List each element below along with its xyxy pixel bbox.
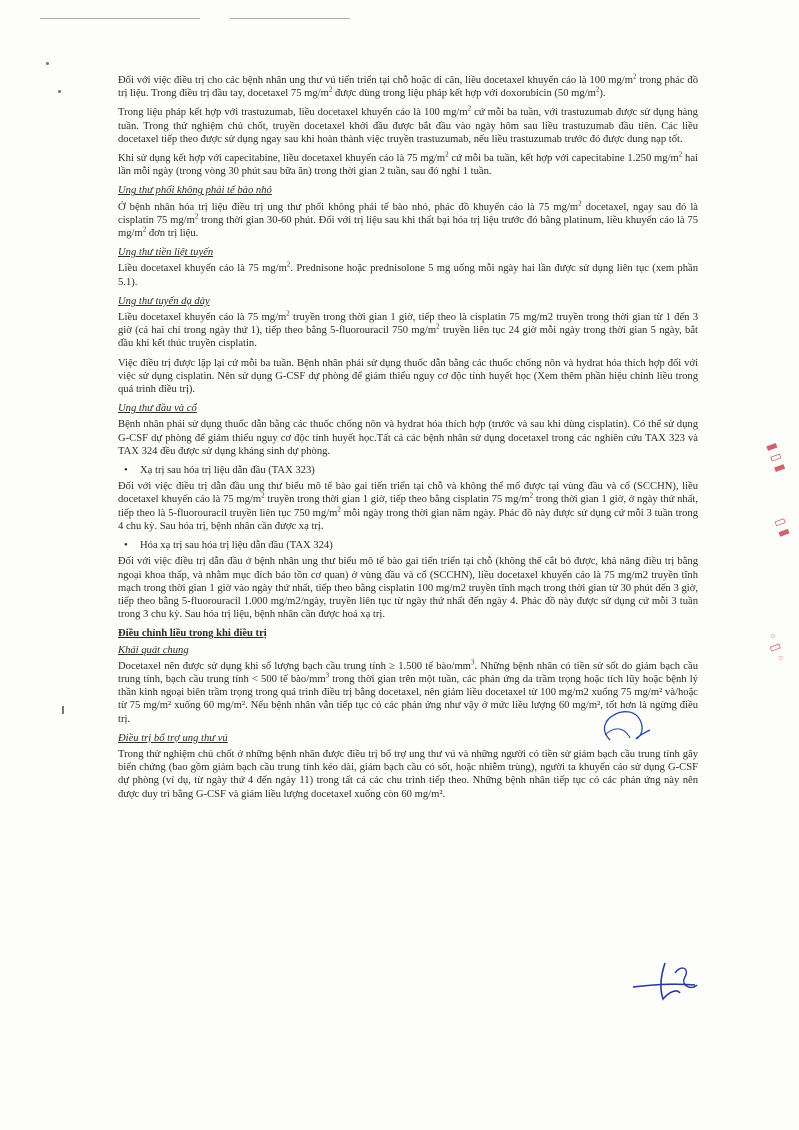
- paragraph: Trong thử nghiệm chủ chốt ở những bệnh nhân được điều trị bổ trợ ung thư vú và những người có tiền sử giảm bạch cầu trung tính gây biến chứng (bao gồm giảm bạch cầu trung tính kéo dài, giảm bạch cầu có sốt, hoặc nhiễm trùng), người ta khuyến cáo sử dụng G-CSF dự phòng (ví dụ, từ ngày thứ 4 đến ngày 11) trong tất cả các chu trình tiếp theo. Những bệnh nhân tiếp tục có các phản ứng này nên được duy trì bằng G-CSF và giảm liều lượng docetaxel xuống còn 60 mg/m².: [118, 748, 698, 800]
- indented-paragraph: Đối với việc điều trị dẫn đầu ở bệnh nhân ung thư biểu mô tế bào gai tiến triển tại chỗ (không thể cắt bỏ được, khả năng điều trị bằng ngoại khoa thấp, và nhằm mục đích bảo tồn cơ quan) ở vùng đầu và cổ (SCCHN), liều docetaxel khuyến cáo là 75 mg/m2 truyền tĩnh mạch trong thời gian 1 giờ vào ngày thứ nhất, tiếp theo bằng cisplatin 100 mg/m2 truyền tĩnh mạch trong thời gian từ 30 phút đến 3 giờ, tiếp theo bằng 5-fluorouracil 1.000 mg/m2/ngày, truyền liên tục từ ngày thứ nhất đến ngày 4. Phác đồ này được sử dụng cứ mỗi 3 tuần trong 3 chu kỳ. Sau hóa trị liệu, bệnh nhân cần được hoá xạ trị.: [118, 556, 698, 621]
- paragraph: Việc điều trị được lặp lại cứ mỗi ba tuần. Bệnh nhân phải sử dụng thuốc dẫn bằng các thuốc chống nôn và hydrat hóa thích hợp đối với việc sử dụng cisplatin. Nên sử dụng G-CSF dự phòng để giảm thiểu nguy cơ độc tính huyết học (Xem thêm phần hiệu chỉnh liều trong quá trình điều trị).: [118, 357, 698, 396]
- bullet-item: • Xạ trị sau hóa trị liệu dẫn đầu (TAX 323): [140, 464, 698, 477]
- section-subheading: Ung thư phổi không phải tế bào nhỏ: [118, 185, 272, 197]
- scan-header-line: [230, 18, 350, 19]
- bullet-item: • Hóa xạ trị sau hóa trị liệu dẫn đầu (TAX 324): [140, 539, 698, 552]
- red-stamp-mark: ▮ ▯ ▮: [764, 440, 789, 475]
- paragraph: Ở bệnh nhân hóa trị liệu điều trị ung thư phổi không phải tế bào nhỏ, phác đồ khuyến cáo là 75 $mg/m^2$ docetaxel, ngay sau đó là cisplatin 75 $mg/m^2$ trong thời gian 30-60 phút. Đối với trị liệu sau khi thất bại hóa trị liệu trước đó bằng platinum, liều khuyến cáo là 75 $mg/m^2$ đơn trị liệu.: [118, 199, 698, 240]
- section-heading: Điều chỉnh liều trong khi điều trị: [118, 628, 267, 640]
- paragraph: Liều docetaxel khuyến cáo là 75 $mg/m^2$. Prednisone hoặc prednisolone 5 mg uống mỗi ngày hai lần được sử dụng liên tục (xem phần 5.1).: [118, 260, 698, 288]
- indented-paragraph: Đối với việc điều trị dẫn đầu ung thư biểu mô tế bào gai tiến triển tại chỗ và không thể mổ được tại vùng đầu và cổ (SCCHN), liều docetaxel khuyến cáo là 75 $mg/m^2$ truyền trong thời gian 1 giờ, tiếp theo bằng cisplatin 75 $mg/m^2$ trong thời gian 1 giờ, ở ngày thứ nhất, tiếp theo là 5-fluorouracil truyền liên tục 750 $mg/m^2$ mỗi ngày trong thời gian năm ngày. Phác đồ này được sử dụng cứ mỗi 3 tuần trong 4 chu kỳ. Sau hóa trị, bệnh nhân cần được xạ trị.: [118, 481, 698, 532]
- scan-mark: [58, 90, 61, 93]
- scan-mark: [46, 62, 49, 65]
- red-stamp-mark: ◦ ▯ ◦: [763, 630, 788, 665]
- scan-mark: [62, 706, 64, 714]
- red-stamp-mark: ▯ ▮: [771, 516, 792, 539]
- section-subheading: Khái quát chung: [118, 644, 189, 656]
- section-subheading: Ung thư tuyến dạ dày: [118, 295, 210, 307]
- page-initials-signature: [625, 955, 705, 1005]
- paragraph: Khi sử dụng kết hợp với capecitabine, liều docetaxel khuyến cáo là 75 $mg/m^2$ cứ mỗi ba tuần, kết hợp với capecitabine 1.250 $mg/m^2$ hai lần mỗi ngày (trong vòng 30 phút sau bữa ăn) trong thời gian 2 tuần, sau đó nghỉ 1 tuần.: [118, 150, 698, 178]
- paragraph: Bệnh nhân phải sử dụng thuốc dẫn bằng các thuốc chống nôn và hydrat hóa thích hợp (trước và sau khi dùng cisplatin). Có thể sử dụng G-CSF dự phòng để giảm thiểu nguy cơ độc tính huyết học.Tất cả các bệnh nhân sử dụng docetaxel trong các nghiên cứu TAX 323 và TAX 324 đều được sử dụng kháng sinh dự phòng.: [118, 419, 698, 457]
- paragraph: Trong liệu pháp kết hợp với trastuzumab, liều docetaxel khuyến cáo là 100 $mg/m^2$ cứ mỗi ba tuần, với trastuzumab được sử dụng hàng tuần. Trong thử nghiệm chủ chốt, truyền docetaxel khởi đầu được bắt đầu vào ngày hôm sau liều trastuzumab đầu tiên. Các liều docetaxel tiếp theo được sử dụng ngay sau khi hoàn thành việc truyền trastuzumab, nếu liều trastuzumab trước đó được dung nạp tốt.: [118, 104, 698, 145]
- section-subheading: Ung thư tiền liệt tuyến: [118, 247, 214, 259]
- paragraph: Liều docetaxel khuyến cáo là 75 $mg/m^2$ truyền trong thời gian 1 giờ, tiếp theo là cisplatin 75 mg/m2 truyền trong thời gian từ 1 đến 3 giờ (cả hai chỉ trong ngày thứ 1), tiếp theo bằng 5-fluorouracil 750 $mg/m^2$ truyền liên tục 24 giờ mỗi ngày trong thời gian 5 ngày, bắt đầu khi kết thúc truyền cisplatin.: [118, 309, 699, 350]
- section-subheading: Điều trị bổ trợ ung thư vú: [118, 732, 228, 744]
- scan-header-line: [40, 18, 200, 19]
- section-subheading: Ung thư đầu và cổ: [118, 403, 197, 415]
- paragraph: Docetaxel nên được sử dụng khi số lượng bạch cầu trung tính ≥ 1.500 tế bào/$mm^3$. Những bệnh nhân có tiền sử sốt do giảm bạch cầu trung tính, bạch cầu trung tính < 500 tế bào/$mm^3$ trong thời gian trên một tuần, các phản ứng da trầm trọng hoặc tích lũy hoặc bệnh lý thần kinh ngoại biên trầm trọng trong quá trình điều trị bằng docetaxel, nên giảm liều docetaxel từ 100 mg/m2 xuống 75 mg/m² và/hoặc từ 75 mg/m² xuống 60 mg/m². Nếu bệnh nhân vẫn tiếp tục có các phản ứng như vậy ở mức liều lượng 60 mg/m², tốt hơn là ngừng điều trị.: [118, 658, 699, 725]
- paragraph: Đối với việc điều trị cho các bệnh nhân ung thư vú tiến triển tại chỗ hoặc di căn, liều docetaxel khuyến cáo là 100 $mg/m^2$ trong phác đồ trị liệu. Trong điều trị đầu tay, docetaxel 75 $mg/m^2$ được dùng trong liệu pháp kết hợp với doxorubicin (50 $mg/m^2$).: [118, 72, 698, 100]
- document-body: [118, 74, 698, 807]
